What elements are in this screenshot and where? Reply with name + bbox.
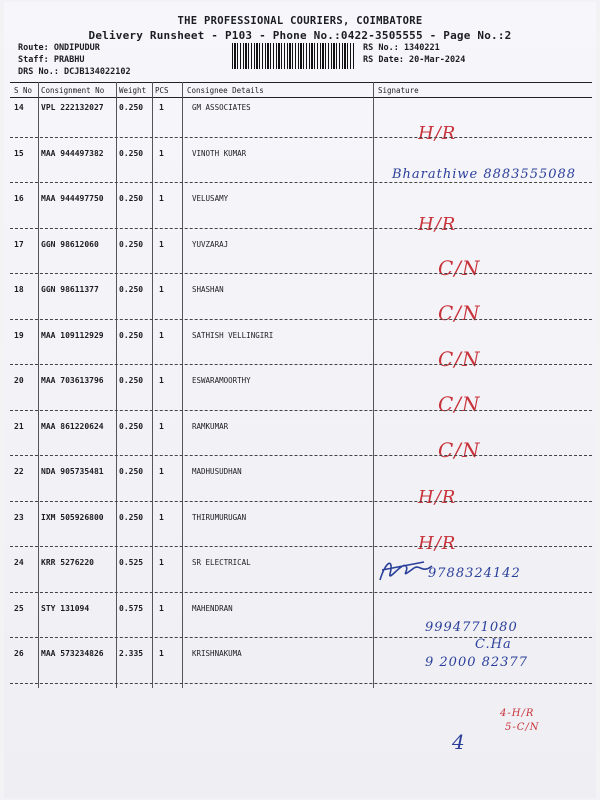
- row-consignment-no: GGN 98612060: [41, 239, 99, 249]
- summary-note: 4-H/R: [500, 708, 535, 719]
- row-sno: 18: [14, 285, 24, 294]
- barcode: [232, 43, 354, 69]
- col-consignee: Consignee Details: [187, 86, 264, 95]
- row-sno: 20: [14, 376, 24, 385]
- runsheet-subtitle: Delivery Runsheet - P103 - Phone No.:0422-3505555 - Page No.:2: [88, 29, 512, 42]
- row-pcs: 1: [159, 512, 164, 522]
- row-separator: [10, 182, 592, 183]
- row-separator: [10, 364, 592, 365]
- row-signature: C/N: [438, 301, 481, 325]
- row-consignment-no: STY 131094: [41, 603, 90, 613]
- row-weight: 0.250: [119, 148, 144, 158]
- row-consignee: RAMKUMAR: [192, 421, 229, 431]
- row-sno: 22: [14, 467, 24, 476]
- handwritten-mark: 4: [452, 730, 466, 754]
- row-pcs: 1: [159, 421, 164, 431]
- row-consignee: MADHUSUDHAN: [192, 467, 242, 476]
- row-consignee: ESWARAMOORTHY: [192, 376, 251, 385]
- row-signature: C/N: [438, 255, 481, 280]
- col-sno: S No: [14, 86, 33, 95]
- row-pcs: 1: [159, 194, 164, 203]
- col-divider: [116, 82, 117, 688]
- col-divider: [182, 82, 183, 688]
- rs-date: RS Date: 20-Mar-2024: [363, 55, 466, 65]
- row-signature: C.Ha: [475, 637, 512, 652]
- row-weight: 0.250: [119, 239, 144, 249]
- row-signature: 9788324142: [428, 566, 521, 581]
- row-sno: 21: [14, 421, 24, 431]
- row-separator: [10, 410, 592, 411]
- row-separator: [10, 137, 592, 138]
- col-divider: [373, 82, 374, 688]
- row-consignment-no: VPL 222132027: [41, 103, 104, 112]
- table-header-rule: [10, 97, 592, 98]
- row-consignment-no: MAA 573234826: [41, 649, 104, 658]
- row-weight: 0.250: [119, 330, 144, 340]
- row-separator: [10, 319, 592, 320]
- row-pcs: 1: [159, 148, 164, 158]
- staff-label: Staff: PRABHU: [18, 55, 85, 65]
- row-consignee: SHASHAN: [192, 285, 224, 294]
- row-signature: H/R: [418, 123, 457, 144]
- row-signature: H/R: [418, 487, 457, 508]
- row-pcs: 1: [159, 285, 164, 294]
- row-weight: 0.575: [119, 603, 144, 613]
- row-weight: 0.250: [119, 103, 144, 112]
- row-consignment-no: GGN 98611377: [41, 285, 99, 294]
- row-weight: 0.250: [119, 194, 144, 203]
- col-signature: Signature: [378, 86, 419, 95]
- row-pcs: 1: [159, 649, 164, 658]
- row-signature: H/R: [418, 214, 457, 235]
- row-weight: 0.250: [119, 376, 144, 385]
- col-weight: Weight: [119, 86, 147, 95]
- row-sno: 17: [14, 239, 24, 249]
- row-signature: Bharathiwe 8883555088: [392, 166, 577, 182]
- row-signature-phone: 9 2000 82377: [425, 655, 528, 670]
- row-consignee: SATHISH VELLINGIRI: [192, 330, 274, 340]
- row-pcs: 1: [159, 239, 164, 249]
- row-signature: 9994771080: [425, 619, 518, 635]
- row-weight: 0.250: [119, 467, 144, 476]
- row-signature: H/R: [418, 532, 457, 554]
- row-sno: 26: [14, 649, 24, 658]
- row-consignee: VINOTH KUMAR: [192, 148, 247, 158]
- row-sno: 14: [14, 103, 24, 112]
- row-signature: C/N: [438, 437, 481, 462]
- row-pcs: 1: [159, 558, 164, 567]
- row-weight: 2.335: [119, 649, 144, 658]
- runsheet-page: [4, 2, 596, 798]
- route-label: Route: ONDIPUDUR: [18, 43, 100, 53]
- drs-number: DRS No.: DCJB134022102: [18, 67, 131, 77]
- row-pcs: 1: [159, 467, 164, 476]
- row-consignment-no: MAA 861220624: [41, 421, 104, 431]
- row-separator: [10, 455, 592, 456]
- summary-note: 5-C/N: [505, 722, 540, 733]
- row-consignment-no: MAA 109112929: [41, 330, 104, 340]
- row-signature: C/N: [438, 346, 481, 371]
- row-separator: [10, 683, 592, 684]
- row-consignee: GM ASSOCIATES: [192, 103, 251, 112]
- row-separator: [10, 592, 592, 593]
- row-consignee: YUVZARAJ: [192, 239, 229, 249]
- row-consignment-no: MAA 944497750: [41, 194, 104, 203]
- row-consignment-no: KRR 5276220: [41, 558, 94, 567]
- row-sno: 25: [14, 603, 24, 613]
- row-weight: 0.250: [119, 285, 144, 294]
- col-pcs: PCS: [155, 86, 169, 95]
- row-consignment-no: NDA 905735481: [41, 467, 104, 476]
- rs-number: RS No.: 1340221: [363, 43, 440, 53]
- table-top-rule: [10, 82, 592, 83]
- row-pcs: 1: [159, 376, 164, 385]
- row-separator: [10, 273, 592, 274]
- row-separator: [10, 546, 592, 547]
- row-weight: 0.525: [119, 558, 144, 567]
- company-title: THE PROFESSIONAL COURIERS, COIMBATORE: [177, 15, 423, 27]
- row-sno: 23: [14, 512, 24, 522]
- row-sno: 19: [14, 330, 24, 340]
- row-consignment-no: MAA 944497382: [41, 148, 104, 158]
- row-sno: 24: [14, 558, 24, 567]
- row-sno: 16: [14, 194, 24, 203]
- row-consignee: MAHENDRAN: [192, 603, 233, 613]
- row-weight: 0.250: [119, 512, 144, 522]
- row-signature: C/N: [438, 392, 481, 416]
- row-consignment-no: IXM 505926800: [41, 512, 104, 522]
- row-sno: 15: [14, 148, 24, 158]
- row-separator: [10, 228, 592, 229]
- row-consignment-no: MAA 703613796: [41, 376, 104, 385]
- row-consignee: KRISHNAKUMA: [192, 649, 242, 658]
- row-pcs: 1: [159, 603, 164, 613]
- row-separator: [10, 501, 592, 502]
- col-consignment: Consignment No: [41, 86, 105, 95]
- col-divider: [38, 82, 39, 688]
- row-consignee: THIRUMURUGAN: [192, 512, 247, 522]
- row-consignee: VELUSAMY: [192, 194, 229, 203]
- row-pcs: 1: [159, 103, 164, 112]
- signature-scribble: [376, 556, 440, 586]
- row-pcs: 1: [159, 330, 164, 340]
- row-weight: 0.250: [119, 421, 144, 431]
- col-divider: [152, 82, 153, 688]
- row-consignee: SR ELECTRICAL: [192, 558, 251, 567]
